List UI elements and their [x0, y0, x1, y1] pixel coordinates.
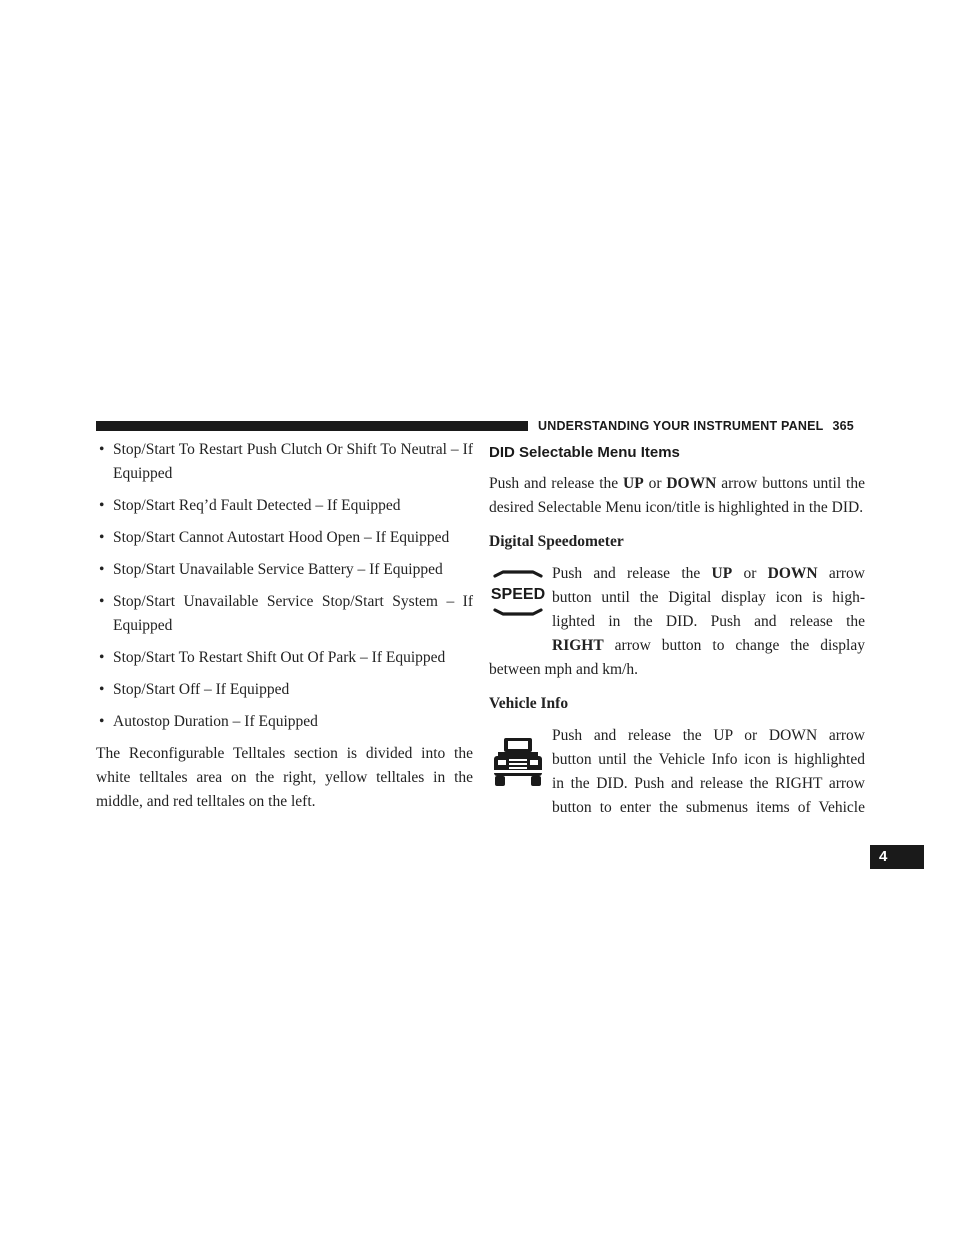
- bullet-item: • Stop/Start Unavailable Service Stop/Start System – If Equipped: [96, 590, 473, 638]
- page-number: 365: [832, 419, 854, 433]
- bullet-item: • Autostop Duration – If Equipped: [96, 710, 473, 734]
- section-heading: DID Selectable Menu Items: [489, 444, 680, 461]
- bullet-item: • Stop/Start To Restart Shift Out Of Park – If Equipped: [96, 646, 473, 670]
- vehicle-info-text-line: Push and release the UP or DOWN arrow: [552, 727, 865, 744]
- speedometer-text-line: button until the Digital display icon is high-: [552, 589, 865, 606]
- speedometer-heading: Digital Speedometer: [489, 533, 624, 550]
- speedometer-icon-label: SPEED: [490, 586, 546, 603]
- left-column: [96, 438, 473, 814]
- header-rule: [96, 421, 528, 431]
- running-header: [538, 419, 854, 433]
- right-column: [489, 438, 865, 820]
- bullet-item: • Stop/Start Req’d Fault Detected – If Equipped: [96, 494, 473, 518]
- bullet-icon: •: [99, 593, 105, 610]
- speedometer-text-line: Push and release the UP or DOWN arrow: [552, 565, 865, 582]
- speedometer-icon: [489, 562, 547, 628]
- bullet-item: • Stop/Start To Restart Push Clutch Or Shift To Neutral – If Equipped: [96, 438, 473, 486]
- bullet-icon: •: [99, 649, 105, 666]
- speedometer-text-line: RIGHT arrow button to change the display: [552, 637, 865, 654]
- bullet-icon: •: [99, 713, 105, 730]
- speedometer-text-line: between mph and km/h.: [489, 661, 638, 678]
- intro-paragraph: Push and release the UP or DOWN arrow buttons until the desired Selectable Menu icon/title is highlighted in the DID.: [489, 475, 865, 516]
- truck-icon: [489, 732, 547, 796]
- bullet-item: • Stop/Start Cannot Autostart Hood Open – If Equipped: [96, 526, 473, 550]
- speedometer-text-line: lighted in the DID. Push and release the: [552, 613, 865, 630]
- bullet-list: [96, 438, 473, 734]
- header-title: UNDERSTANDING YOUR INSTRUMENT PANEL: [538, 419, 824, 433]
- bullet-item: • Stop/Start Unavailable Service Battery – If Equipped: [96, 558, 473, 582]
- bullet-icon: •: [99, 497, 105, 514]
- speedometer-block: [489, 562, 865, 682]
- bullet-item: • Stop/Start Off – If Equipped: [96, 678, 473, 702]
- vehicle-info-block: [489, 724, 865, 820]
- bullet-icon: •: [99, 441, 105, 458]
- vehicle-info-text-line: button until the Vehicle Info icon is highlighted: [552, 751, 865, 768]
- vehicle-info-text-line: in the DID. Push and release the RIGHT arrow: [552, 775, 865, 792]
- telltales-paragraph: The Reconfigurable Telltales section is divided into the white telltales area on the right, yellow telltales in the middle, and red telltales on the left.: [96, 745, 473, 810]
- bullet-icon: •: [99, 529, 105, 546]
- bullet-icon: •: [99, 681, 105, 698]
- bullet-icon: •: [99, 561, 105, 578]
- chapter-tab: 4: [870, 845, 924, 869]
- vehicle-info-text-line: button to enter the submenus items of Vehicle: [552, 799, 865, 816]
- vehicle-info-heading: Vehicle Info: [489, 695, 569, 712]
